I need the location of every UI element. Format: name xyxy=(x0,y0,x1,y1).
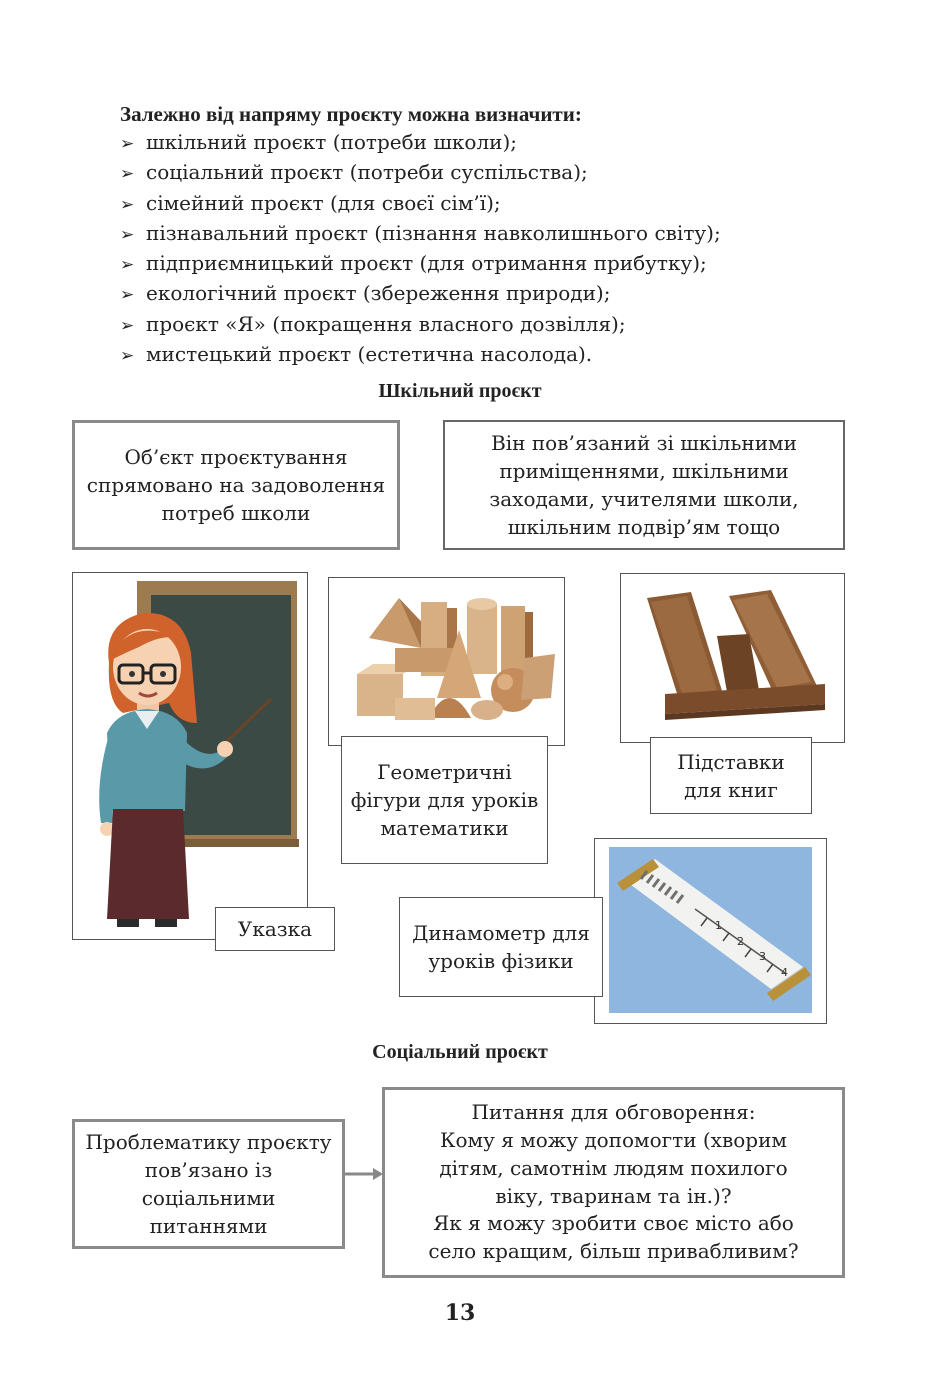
list-item: ➢ пізнавальний проєкт (пізнання навколишнього світу); xyxy=(120,219,880,249)
dynamometer-picture-frame xyxy=(594,838,827,1024)
scale-tick-label: 3 xyxy=(759,950,766,963)
school-context-box: Він пов’язаний зі шкільними приміщеннями, шкільними заходами, учителями школи, шкільним подвір’ям тощо xyxy=(443,420,845,550)
arrow-bullet-icon: ➢ xyxy=(120,285,135,306)
scale-tick-label: 2 xyxy=(737,935,744,948)
geometry-label: Геометричні фігури для уроків математики xyxy=(341,736,548,864)
geometric-shapes-illustration xyxy=(329,578,563,744)
teacher-picture-frame xyxy=(72,572,308,940)
list-item: ➢ соціальний проєкт (потреби суспільства); xyxy=(120,158,880,188)
list-item: ➢ підприємницький проєкт (для отримання прибутку); xyxy=(120,249,880,279)
project-type-list xyxy=(120,128,880,370)
bookstand-label: Підставки для книг xyxy=(650,737,812,814)
arrow-bullet-icon: ➢ xyxy=(120,164,135,185)
list-item: ➢ шкільний проєкт (потреби школи); xyxy=(120,128,880,158)
geometry-picture-frame xyxy=(328,577,565,746)
scale-tick-label: 1 xyxy=(715,919,722,932)
school-object-box: Об’єкт проєктування спрямовано на задоволення потреб школи xyxy=(72,420,400,550)
discussion-line: село кращим, більш привабливим? xyxy=(428,1239,799,1264)
arrow-bullet-icon: ➢ xyxy=(120,255,135,276)
bookstand-illustration xyxy=(621,574,843,741)
list-item: ➢ екологічний проєкт (збереження природи); xyxy=(120,279,880,309)
discussion-line: Питання для обговорення: xyxy=(471,1100,756,1125)
intro-title: Залежно від напряму проєкту можна визначити: xyxy=(120,102,582,126)
discussion-line: віку, тваринам та ін.)? xyxy=(495,1183,732,1208)
discussion-questions-box xyxy=(382,1087,845,1278)
dynamometer-label: Динамометр для уроків фізики xyxy=(399,897,603,997)
arrow-bullet-icon: ➢ xyxy=(120,134,135,154)
discussion-line: Кому я можу допомогти (хворим xyxy=(440,1127,787,1152)
arrow-bullet-icon: ➢ xyxy=(120,346,135,367)
dynamometer-illustration xyxy=(595,839,825,1022)
list-item: ➢ сімейний проєкт (для своєї сім’ї); xyxy=(120,189,880,219)
social-project-heading: Соціальний проєкт xyxy=(372,1041,548,1063)
discussion-line: дітям, самотнім людям похилого xyxy=(439,1155,788,1180)
discussion-line: Як я можу зробити своє місто або xyxy=(433,1211,794,1236)
arrow-bullet-icon: ➢ xyxy=(120,315,135,336)
arrow-right-icon xyxy=(345,1166,385,1182)
intro-section xyxy=(120,100,880,370)
school-project-heading: Шкільний проєкт xyxy=(378,380,542,402)
teacher-illustration xyxy=(73,573,306,938)
arrow-bullet-icon: ➢ xyxy=(120,224,135,245)
social-issue-box: Проблематику проєкту пов’язано із соціальними питаннями xyxy=(72,1119,345,1249)
list-item: ➢ проєкт «Я» (покращення власного дозвілля); xyxy=(120,310,880,340)
pointer-label: Указка xyxy=(215,907,335,951)
bookstand-picture-frame xyxy=(620,573,845,743)
arrow-bullet-icon: ➢ xyxy=(120,194,135,215)
page-number: 13 xyxy=(444,1300,476,1326)
list-item: ➢ мистецький проєкт (естетична насолода). xyxy=(120,340,880,370)
scale-tick-label: 4 xyxy=(781,966,788,979)
